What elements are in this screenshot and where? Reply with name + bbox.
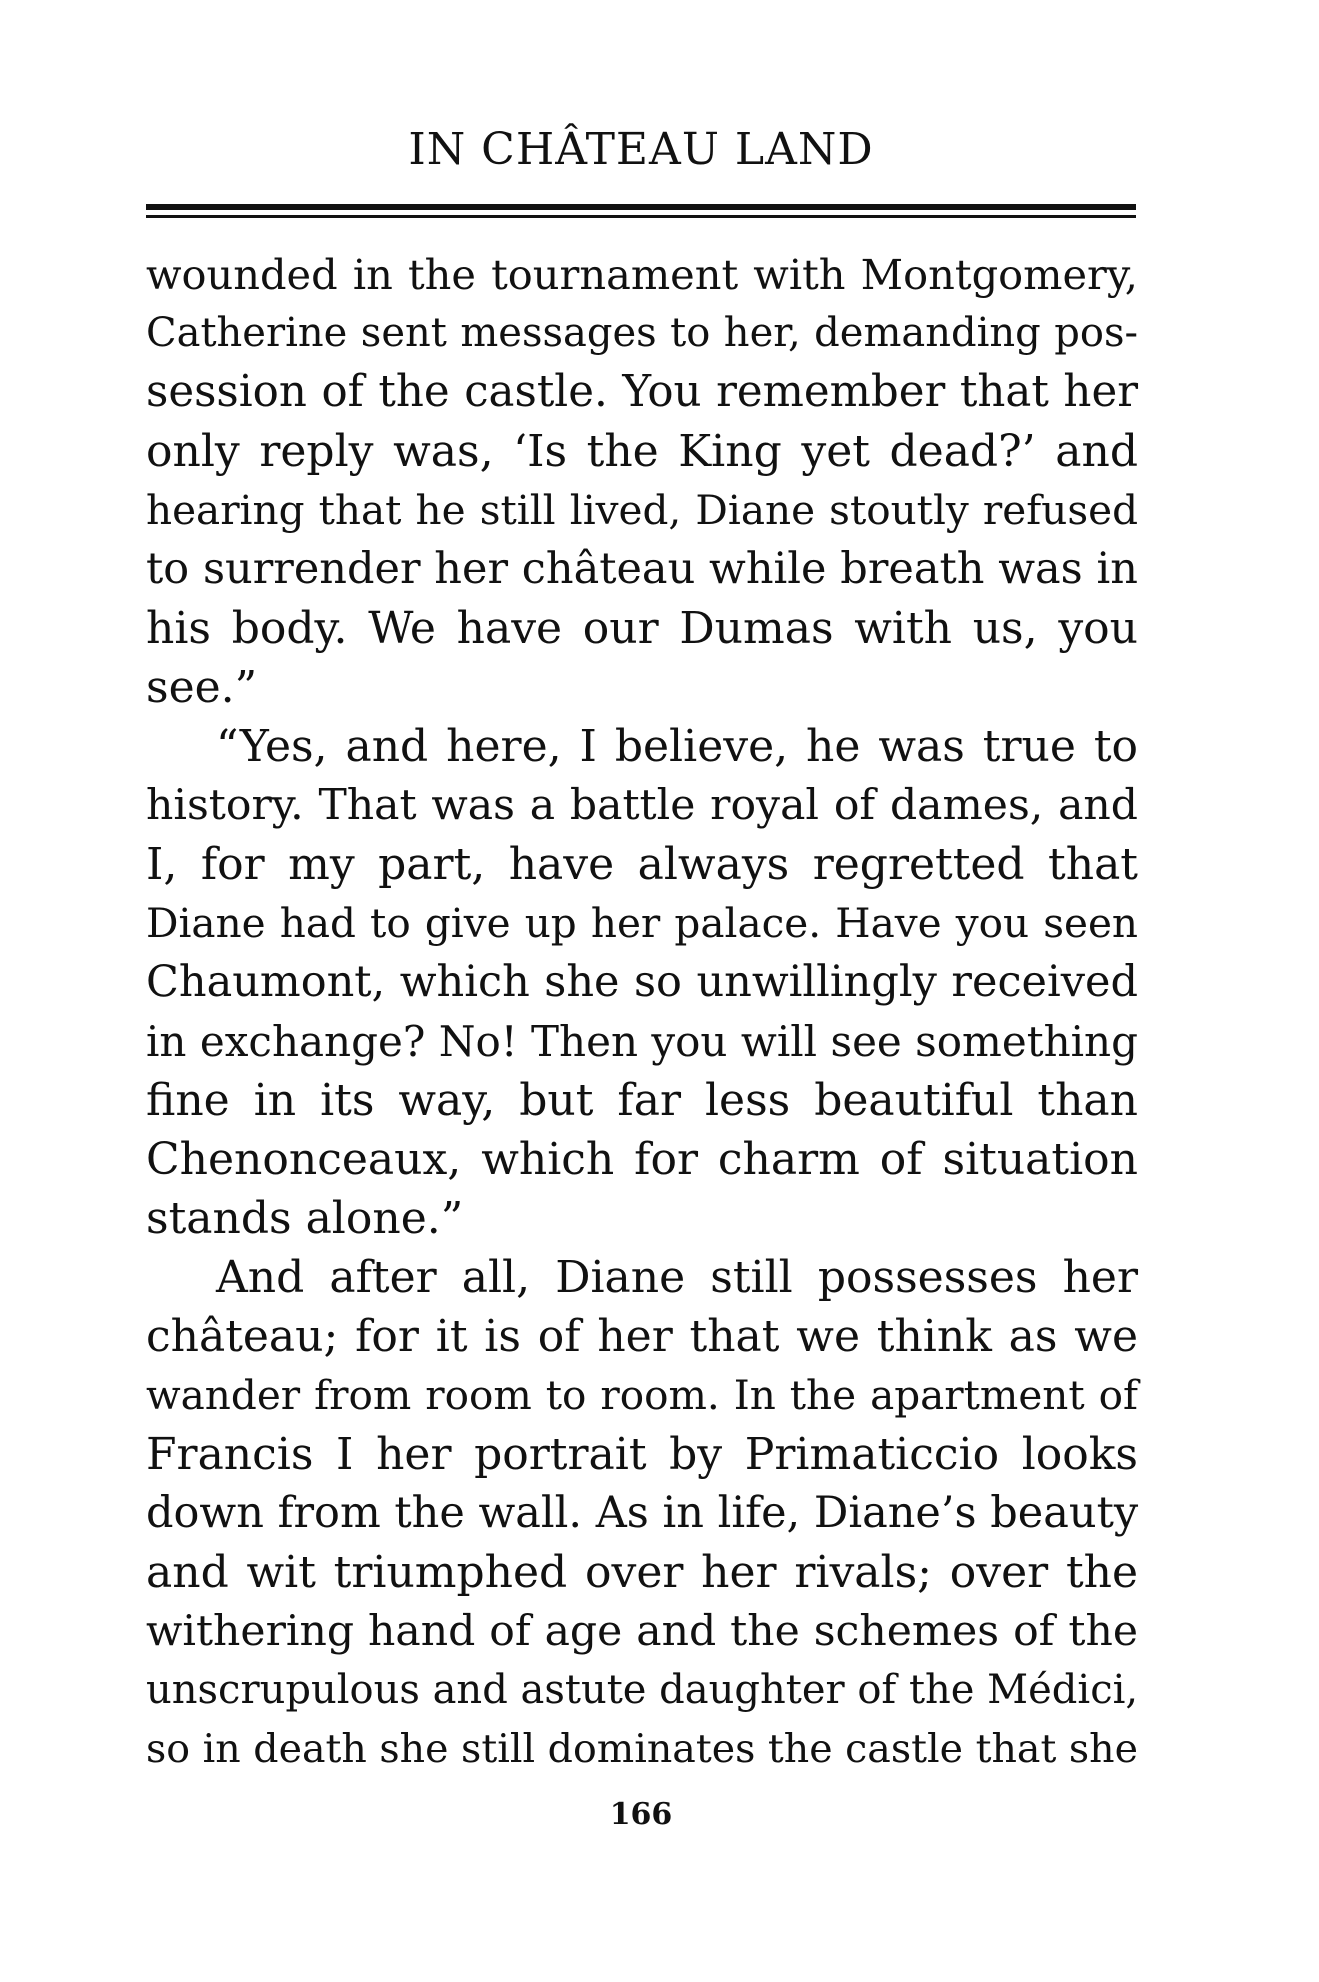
text-line: stands alone.” (146, 1193, 464, 1244)
text-line: session of the castle. You remember that her (146, 367, 1138, 417)
text-line: so in death she still dominates the castle that she (146, 1726, 1138, 1772)
text-line: in exchange? No! Then you will see something (146, 1017, 1138, 1066)
header-rule-thin (146, 215, 1136, 218)
text-line: I, for my part, have always regretted that (146, 839, 1138, 890)
running-head: IN CHÂTEAU LAND (408, 124, 874, 175)
text-line: château; for it is of her that we think as we (146, 1311, 1138, 1362)
text-line: Chenonceaux, which for charm of situation (146, 1134, 1138, 1185)
text-line: Francis I her portrait by Primaticcio looks (146, 1429, 1138, 1480)
header-rule-thick (146, 204, 1136, 210)
text-line: Chaumont, which she so unwillingly received (146, 957, 1138, 1007)
text-line: And after all, Diane still possesses her (216, 1252, 1138, 1303)
text-line: wounded in the tournament with Montgomery, (146, 250, 1138, 299)
page-number: 166 (609, 1797, 673, 1832)
text-line: unscrupulous and astute daughter of the Médici, (146, 1667, 1139, 1713)
body-text (146, 245, 1138, 1779)
text-line: fine in its way, but far less beautiful than (146, 1075, 1138, 1126)
text-line: to surrender her château while breath was in (146, 544, 1138, 594)
text-line: only reply was, ‘Is the King yet dead?’ and (146, 426, 1138, 477)
text-line: down from the wall. As in life, Diane’s beauty (146, 1488, 1139, 1538)
text-line: Diane had to give up her palace. Have you seen (146, 899, 1138, 947)
text-line: withering hand of age and the schemes of the (146, 1607, 1138, 1656)
text-line: history. That was a battle royal of dames, and (146, 781, 1138, 830)
text-line: and wit triumphed over her rivals; over the (146, 1547, 1138, 1598)
text-line: hearing that he still lived, Diane stoutly refused (146, 486, 1138, 534)
text-line: wander from room to room. In the apartment of (146, 1371, 1138, 1419)
text-line: Catherine sent messages to her, demanding pos- (146, 310, 1138, 356)
text-line: “Yes, and here, I believe, he was true to (216, 721, 1138, 772)
text-line: his body. We have our Dumas with us, you (146, 603, 1138, 654)
text-line: see.” (146, 662, 258, 713)
